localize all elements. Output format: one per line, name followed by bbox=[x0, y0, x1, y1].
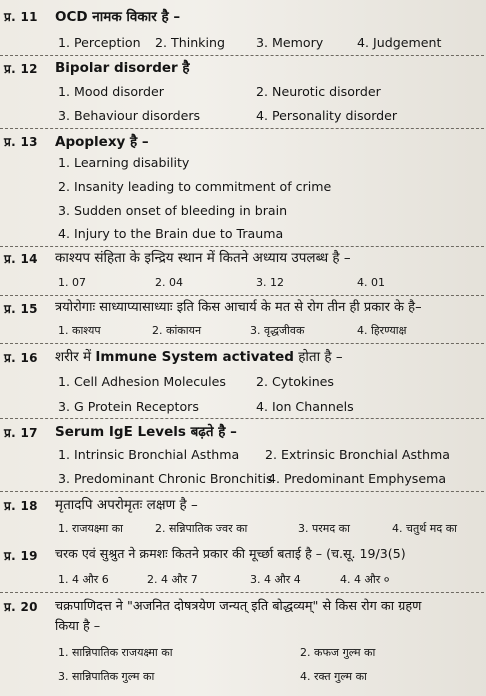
option: 1. 4 और 6 bbox=[58, 573, 109, 586]
option: 4. Injury to the Brain due to Trauma bbox=[58, 226, 284, 241]
question-number: प्र. 18 bbox=[4, 499, 38, 513]
question-number: प्र. 19 bbox=[4, 549, 38, 563]
question-number: प्र. 20 bbox=[4, 600, 38, 614]
option: 1. Cell Adhesion Molecules bbox=[58, 374, 226, 389]
question-text: काश्यप संहिता के इन्द्रिय स्थान में कितने अध्याय उपलब्ध है – bbox=[55, 250, 351, 266]
option: 1. Mood disorder bbox=[58, 84, 164, 99]
question-number: प्र. 12 bbox=[4, 62, 38, 76]
option: 2. 4 और 7 bbox=[147, 573, 198, 586]
option: 1. राजयक्ष्मा का bbox=[58, 522, 123, 535]
option: 3. Memory bbox=[256, 35, 324, 50]
option: 4. Ion Channels bbox=[256, 399, 354, 414]
option: 2. Thinking bbox=[155, 35, 225, 50]
option: 2. Neurotic disorder bbox=[256, 84, 381, 99]
option: 1. Learning disability bbox=[58, 155, 190, 170]
question-text: Apoplexy है – bbox=[55, 134, 149, 150]
question-text-post: होता है – bbox=[293, 349, 343, 365]
option: 3. वृद्धजीवक bbox=[250, 324, 305, 337]
option: 4. Personality disorder bbox=[256, 108, 398, 123]
option: 2. कांकायन bbox=[152, 324, 202, 337]
option: 2. कफज गुल्म का bbox=[300, 646, 376, 659]
divider bbox=[0, 592, 484, 593]
option: 3. Predominant Chronic Bronchitis bbox=[58, 471, 273, 486]
question-number: प्र. 17 bbox=[4, 426, 38, 440]
option: 3. परमद का bbox=[298, 522, 350, 535]
question-text-bold: Immune System activated bbox=[95, 349, 294, 365]
question-text: चक्रपाणिदत्त ने "अजनित दोषत्रयेण जन्यत् इति बोद्धव्यम्" से किस रोग का ग्रहण bbox=[55, 599, 422, 614]
question-number: प्र. 15 bbox=[4, 302, 38, 316]
option: 4. चतुर्थ मद का bbox=[392, 522, 457, 535]
question-text-line2: किया है – bbox=[55, 619, 101, 634]
question-number: प्र. 16 bbox=[4, 351, 38, 365]
question-text: Serum IgE Levels बढ़ते है – bbox=[55, 424, 237, 440]
option: 2. 04 bbox=[155, 276, 183, 289]
divider bbox=[0, 418, 484, 419]
question-number: प्र. 14 bbox=[4, 252, 38, 266]
option: 1. सान्निपातिक राजयक्ष्मा का bbox=[58, 646, 173, 659]
divider bbox=[0, 295, 484, 296]
option: 4. रक्त गुल्म का bbox=[300, 670, 367, 683]
option: 4. Predominant Emphysema bbox=[268, 471, 447, 486]
option: 4. Judgement bbox=[357, 35, 442, 50]
question-number: प्र. 11 bbox=[4, 10, 38, 24]
option: 2. सन्निपातिक ज्वर का bbox=[155, 522, 248, 535]
question-text: मृतादपि अपरोमृतः लक्षण है – bbox=[55, 497, 198, 513]
option: 4. 01 bbox=[357, 276, 385, 289]
option: 3. Sudden onset of bleeding in brain bbox=[58, 203, 288, 218]
divider bbox=[0, 128, 484, 129]
option: 2. Insanity leading to commitment of crime bbox=[58, 179, 332, 194]
question-number: प्र. 13 bbox=[4, 135, 38, 149]
option: 4. 4 और ० bbox=[340, 573, 390, 586]
divider bbox=[0, 246, 484, 247]
question-text-pre: शरीर में bbox=[55, 349, 96, 365]
option: 1. Perception bbox=[58, 35, 141, 50]
question-text: त्रयोरोगाः साध्याप्यासाध्याः इति किस आचार्य के मत से रोग तीन ही प्रकार के है– bbox=[55, 300, 422, 315]
option: 1. 07 bbox=[58, 276, 86, 289]
divider bbox=[0, 491, 484, 492]
option: 4. हिरण्याक्ष bbox=[357, 324, 407, 337]
question-text: Bipolar disorder है bbox=[55, 60, 190, 76]
option: 1. काश्यप bbox=[58, 324, 101, 337]
question-text bbox=[55, 347, 343, 365]
option: 3. G Protein Receptors bbox=[58, 399, 199, 414]
divider bbox=[0, 55, 484, 56]
option: 2. Extrinsic Bronchial Asthma bbox=[265, 447, 450, 462]
option: 3. Behaviour disorders bbox=[58, 108, 201, 123]
option: 3. 12 bbox=[256, 276, 284, 289]
option: 2. Cytokines bbox=[256, 374, 334, 389]
option: 1. Intrinsic Bronchial Asthma bbox=[58, 447, 240, 462]
option: 3. 4 और 4 bbox=[250, 573, 301, 586]
divider bbox=[0, 343, 484, 344]
question-text: चरक एवं सुश्रुत ने क्रमशः कितने प्रकार की मूर्च्छा बताई है – (च.सू. 19/3(5) bbox=[55, 546, 406, 561]
question-text: OCD नामक विकार है – bbox=[55, 9, 181, 25]
option: 3. सान्निपातिक गुल्म का bbox=[58, 670, 155, 683]
